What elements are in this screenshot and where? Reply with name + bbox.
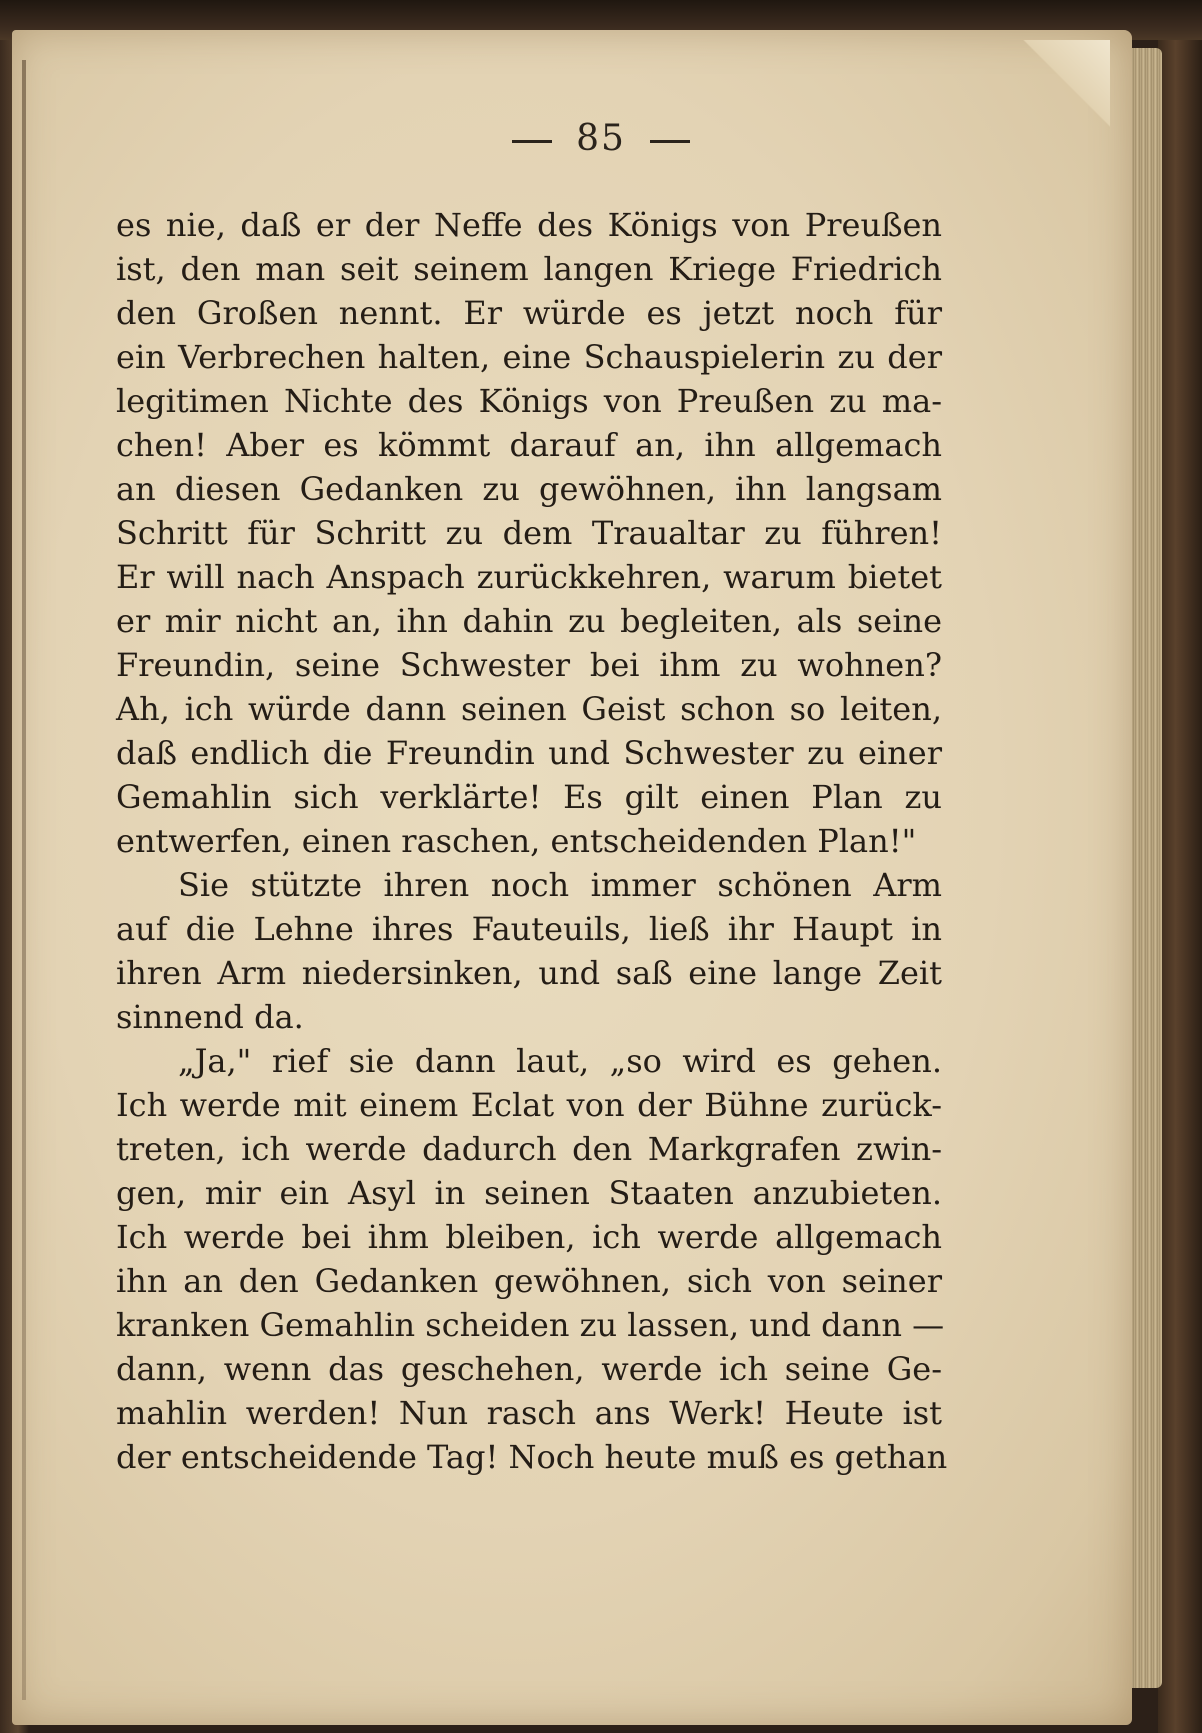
text-line: mahlin werden! Nun rasch ans Werk! Heute ist [116,1394,942,1432]
text-line: Ich werde bei ihm bleiben, ich werde allgemach [116,1218,942,1256]
text-line: Schritt für Schritt zu dem Traualtar zu führen! [116,514,942,552]
text-line: ist, den man seit seinem langen Kriege Friedrich [116,250,942,288]
text-line: Ah, ich würde dann seinen Geist schon so leiten, [116,690,942,728]
text-line: Ich werde mit einem Eclat von der Bühne zurück- [116,1086,942,1124]
gutter-shadow [22,60,26,1700]
body-text [116,203,948,1479]
text-line: kranken Gemahlin scheiden zu lassen, und dann — [116,1306,945,1344]
text-line: den Großen nennt. Er würde es jetzt noch für [116,294,942,332]
page-number-dash-right [650,140,690,143]
text-line: daß endlich die Freundin und Schwester zu einer [116,734,942,772]
page-number-value: 85 [576,118,626,159]
text-line: entwerfen, einen raschen, entscheidenden Plan!" [116,822,917,860]
text-line: „Ja," rief sie dann laut, „so wird es gehen. [178,1042,942,1080]
text-line: der entscheidende Tag! Noch heute muß es gethan [116,1438,948,1476]
page-number-dash-left [512,140,552,143]
text-line: Sie stützte ihren noch immer schönen Arm [178,866,942,904]
text-line: legitimen Nichte des Königs von Preußen zu ma- [116,382,942,420]
text-line: Gemahlin sich verklärte! Es gilt einen Plan zu [116,778,942,816]
text-line: an diesen Gedanken zu gewöhnen, ihn langsam [116,470,942,508]
page-number [0,118,1202,159]
text-line: ein Verbrechen halten, eine Schauspielerin zu der [116,338,942,376]
text-line: Er will nach Anspach zurückkehren, warum bietet [116,558,942,596]
text-line: dann, wenn das geschehen, werde ich seine Ge- [116,1350,942,1388]
book-cover-edge [1158,40,1202,1733]
text-line: Freundin, seine Schwester bei ihm zu wohnen? [116,646,942,684]
text-line: ihren Arm niedersinken, und saß eine lange Zeit [116,954,942,992]
text-line: sinnend da. [116,998,304,1036]
text-line: er mir nicht an, ihn dahin zu begleiten, als seine [116,602,942,640]
text-line: es nie, daß er der Neffe des Königs von Preußen [116,206,942,244]
text-line: auf die Lehne ihres Fauteuils, ließ ihr Haupt in [116,910,942,948]
text-line: ihn an den Gedanken gewöhnen, sich von seiner [116,1262,942,1300]
text-line: gen, mir ein Asyl in seinen Staaten anzubieten. [116,1174,942,1212]
text-line: treten, ich werde dadurch den Markgrafen zwin- [116,1130,942,1168]
page-corner-fold [1010,40,1110,130]
text-line: chen! Aber es kömmt darauf an, ihn allgemach [116,426,942,464]
